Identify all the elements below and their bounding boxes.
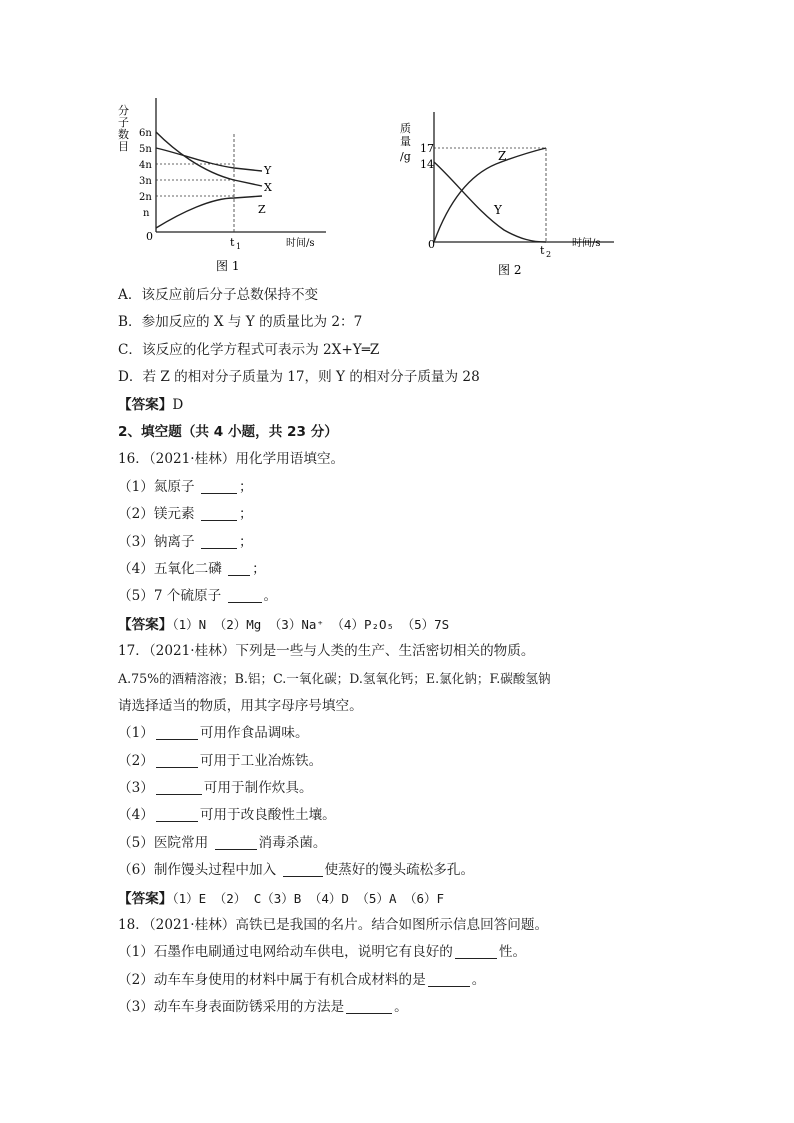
q15-answer-line (118, 392, 718, 419)
y-axis-label-3: 数 (118, 128, 129, 141)
q17-item-6-post: 使蒸好的馒头疏松多孔。 (324, 862, 475, 879)
tick-n: n (143, 208, 150, 219)
q16-item-4: （4）五氧化二磷 ； (118, 560, 266, 577)
figure-1 (112, 88, 332, 278)
x-axis-label: 时间/s (286, 238, 315, 249)
q16-item-5: （5）7 个硫原子 。 (118, 588, 278, 605)
q17-item-4-post: 可用于改良酸性土壤。 (199, 807, 336, 824)
q16-item-5-text: （5）7 个硫原子 (118, 588, 222, 605)
q17-item-3 (118, 775, 718, 802)
label-y: Y (264, 164, 272, 177)
answer-tag: 【答案】 (118, 396, 173, 413)
tick-17: 17 (420, 142, 434, 155)
tick-6n: 6n (139, 128, 152, 139)
y-axis-label-4: 目 (118, 140, 129, 153)
t1-subscript: 1 (236, 242, 242, 251)
q16-answer: （1）N （2）Mg （3）Na⁺ （4）P₂O₅ （5）7S (172, 616, 450, 632)
q15-answer: D (172, 396, 184, 413)
answer-blank (201, 479, 237, 494)
q18-item-1 (118, 939, 718, 966)
label-x: X (264, 181, 272, 194)
curve-y (156, 148, 262, 171)
tick-3n: 3n (139, 176, 152, 187)
q18-item-3 (118, 994, 718, 1021)
option-a: A．该反应前后分子总数保持不变 (118, 287, 319, 303)
label-z: Z (258, 203, 266, 216)
t2-label: t (540, 244, 545, 257)
q16-item-1-text: （1）氮原子 (118, 478, 195, 495)
answer-blank (156, 725, 198, 740)
tick-2n: 2n (139, 192, 152, 203)
curve-z (434, 148, 546, 242)
q16-stem: 16．（2021·桂林）用化学用语填空。 (118, 451, 345, 468)
t2-subscript: 2 (546, 250, 552, 259)
q17-item-1-pre: （1） (118, 725, 154, 742)
section-2-title: 2、填空题（共 4 小题，共 23 分） (118, 423, 338, 440)
option-d: D．若 Z 的相对分子质量为 17，则 Y 的相对分子质量为 28 (118, 369, 480, 386)
q17-item-4-pre: （4） (118, 807, 154, 824)
q17-item-2-post: 可用于工业冶炼铁。 (199, 752, 323, 769)
q17-item-5-pre: （5）医院常用 (118, 834, 209, 851)
answer-blank (201, 534, 237, 549)
figure-2 (392, 88, 622, 278)
q17-item-1-post: 可用作食品调味。 (199, 725, 309, 742)
q17-item-1 (118, 720, 718, 747)
curve-z (156, 196, 262, 228)
tick-5n: 5n (139, 144, 152, 155)
answer-blank (428, 972, 470, 987)
q17-item-2 (118, 748, 718, 775)
label-y: Y (494, 203, 502, 217)
answer-blank (156, 780, 202, 795)
x-axis-label: 时间/s (572, 238, 601, 249)
q16-item-1: （1）氮原子 ； (118, 478, 253, 495)
q16-item-4-text: （4）五氧化二磷 (118, 560, 222, 577)
q16-item-2: （2）镁元素 ； (118, 506, 253, 523)
answer-blank (283, 862, 323, 877)
figure-1-caption: 图 1 (216, 259, 240, 273)
q17-item-4 (118, 802, 718, 829)
q18-item-3-pre: （3）动车车身表面防锈采用的方法是 (118, 999, 345, 1016)
q17-item-3-post: 可用于制作炊具。 (203, 780, 313, 797)
option-b: B．参加反应的 X 与 Y 的质量比为 2：7 (118, 314, 363, 331)
figure-2-graph (392, 88, 622, 278)
figure-1-graph (112, 88, 332, 278)
origin-label: 0 (428, 238, 435, 251)
y-axis-label-2: 子 (118, 116, 129, 129)
q18-item-3-post: 。 (394, 999, 408, 1016)
answer-blank (346, 999, 392, 1014)
answer-tag: 【答案】 (118, 890, 173, 907)
q18-item-2-pre: （2）动车车身使用的材料中属于有机合成材料的是 (118, 971, 426, 988)
q18-stem: 18．（2021·桂林）高铁已是我国的名片。结合如图所示信息回答问题。 (118, 916, 549, 933)
tick-4n: 4n (139, 160, 152, 171)
y-axis-label-3: /g (400, 150, 411, 163)
curve-y (434, 162, 546, 242)
answer-blank (228, 588, 262, 603)
answer-blank (201, 506, 237, 521)
origin-label: 0 (146, 230, 153, 243)
t1-label: t (230, 236, 235, 249)
tick-14: 14 (420, 158, 434, 171)
q18-item-2 (118, 967, 718, 994)
q18-item-1-pre: （1）石墨作电刷通过电网给动车供电，说明它有良好的 (118, 944, 453, 961)
q17-answer: （1）E （2） C（3）B （4）D （5）A （6）F (172, 890, 445, 906)
q17-item-6-pre: （6）制作馒头过程中加入 (118, 862, 277, 879)
q17-item-5 (118, 830, 718, 857)
q17-answer-line (118, 885, 718, 912)
q16-item-3-text: （3）钠离子 (118, 533, 195, 550)
answer-blank (228, 561, 250, 576)
y-axis-label-1: 分 (118, 104, 129, 117)
q18-item-2-post: 。 (471, 971, 486, 988)
answer-blank (215, 835, 257, 850)
q16-item-3: （3）钠离子 ； (118, 533, 253, 550)
y-axis-label-1: 质 (400, 122, 411, 135)
q17-item-5-post: 消毒杀菌。 (258, 834, 327, 851)
answer-blank (455, 944, 497, 959)
answer-tag: 【答案】 (118, 616, 173, 633)
q16-answer-line (118, 611, 718, 638)
q17-item-6 (118, 857, 718, 884)
curve-x (156, 132, 262, 186)
q17-item-2-pre: （2） (118, 752, 154, 769)
q16-item-2-text: （2）镁元素 (118, 506, 195, 523)
label-z: Z (498, 149, 507, 163)
q18-item-1-post: 性。 (498, 944, 527, 961)
q17-stem: 17．（2021·桂林）下列是一些与人类的生产、生活密切相关的物质。 (118, 643, 535, 660)
answer-blank (156, 753, 198, 768)
y-axis-label-2: 量 (400, 135, 411, 148)
question-content (118, 282, 718, 1022)
figure-2-caption: 图 2 (498, 263, 522, 277)
q17-item-3-pre: （3） (118, 780, 154, 797)
q17-choices: A.75%的酒精溶液；B.铝；C.一氧化碳；D.氢氧化钙；E.氯化钠；F.碳酸氢钠 (118, 671, 551, 687)
q17-instruction: 请选择适当的物质，用其字母序号填空。 (118, 697, 363, 714)
option-c: C．该反应的化学方程式可表示为 2X+Y═Z (118, 341, 380, 358)
answer-blank (156, 807, 198, 822)
